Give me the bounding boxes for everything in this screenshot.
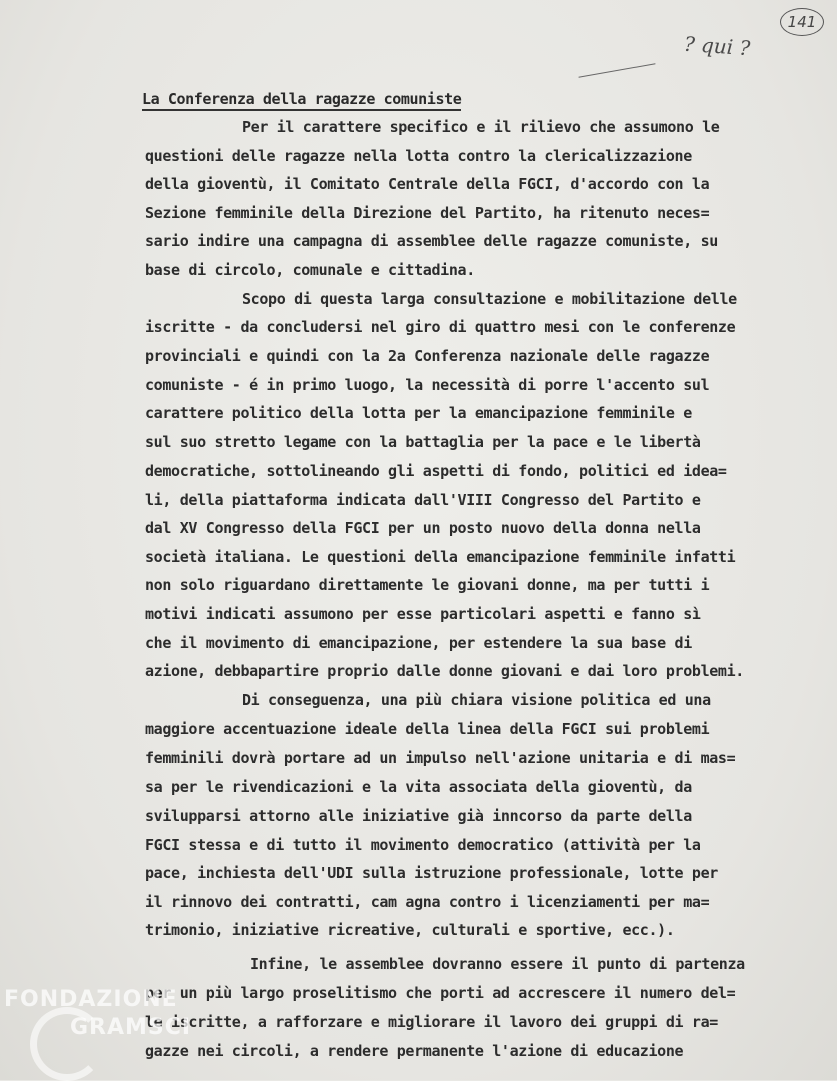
text-line: che il movimento di emancipazione, per estendere la sua base di: [145, 634, 692, 652]
text-line: Sezione femminile della Direzione del Partito, ha ritenuto neces=: [145, 204, 710, 222]
watermark-text-line2: GRAMSCI: [70, 1015, 192, 1040]
document-title: La Conferenza della ragazze comuniste: [142, 90, 461, 111]
text-line: per un più largo proselitismo che porti ad accrescere il numero del=: [145, 984, 736, 1002]
page-number: 141: [780, 8, 824, 36]
handwritten-margin-note: ? qui ?: [683, 31, 752, 61]
text-line: società italiana. Le questioni della emancipazione femminile infatti: [145, 548, 736, 566]
text-line: motivi indicati assumono per esse particolari aspetti e fanno sì: [145, 605, 701, 623]
text-line: sul suo stretto legame con la battaglia per la pace e le libertà: [145, 433, 701, 451]
text-line: trimonio, iniziative ricreative, culturali e sportive, ecc.).: [145, 921, 675, 939]
text-line: sario indire una campagna di assemblee delle ragazze comuniste, su: [145, 232, 718, 250]
text-line: non solo riguardano direttamente le giovani donne, ma per tutti i: [145, 576, 710, 594]
text-line: carattere politico della lotta per la emancipazione femminile e: [145, 404, 692, 422]
pencil-mark: [579, 63, 656, 78]
text-line: comuniste - é in primo luogo, la necessità di porre l'accento sul: [145, 376, 710, 394]
text-line: li, della piattaforma indicata dall'VIII Congresso del Partito e: [145, 491, 701, 509]
text-line: iscritte - da concludersi nel giro di quattro mesi con le conferenze: [145, 318, 736, 336]
text-line: FGCI stessa e di tutto il movimento democratico (attività per la: [145, 836, 701, 854]
text-line: Per il carattere specifico e il rilievo che assumono le: [242, 118, 720, 136]
text-line: sa per le rivendicazioni e la vita associata della gioventù, da: [145, 778, 692, 796]
text-line: della gioventù, il Comitato Centrale della FGCI, d'accordo con la: [145, 175, 710, 193]
text-line: democratiche, sottolineando gli aspetti di fondo, politici ed idea=: [145, 462, 727, 480]
text-line: il rinnovo dei contratti, cam agna contro i licenziamenti per ma=: [145, 893, 710, 911]
text-line: azione, debbapartire proprio dalle donne giovani e dai loro problemi.: [145, 662, 744, 680]
text-line: svilupparsi attorno alle iniziative già inncorso da parte della: [145, 807, 692, 825]
watermark-text-line1: FONDAZIONE: [4, 987, 178, 1012]
text-line: gazze nei circoli, a rendere permanente l'azione di educazione: [145, 1042, 684, 1060]
text-line: Di conseguenza, una più chiara visione politica ed una: [242, 691, 711, 709]
text-line: questioni delle ragazze nella lotta contro la clericalizzazione: [145, 147, 692, 165]
text-line: dal XV Congresso della FGCI per un posto nuovo della donna nella: [145, 519, 701, 537]
text-line: provinciali e quindi con la 2a Conferenza nazionale delle ragazze: [145, 347, 710, 365]
text-line: pace, inchiesta dell'UDI sulla istruzione professionale, lotte per: [145, 864, 718, 882]
text-line: base di circolo, comunale e cittadina.: [145, 261, 475, 279]
watermark-logo: [0, 985, 220, 1080]
text-line: Infine, le assemblee dovranno essere il punto di partenza: [250, 955, 745, 973]
text-line: maggiore accentuazione ideale della linea della FGCI sui problemi: [145, 720, 710, 738]
text-line: femminili dovrà portare ad un impulso nell'azione unitaria e di mas=: [145, 749, 736, 767]
text-line: Scopo di questa larga consultazione e mobilitazione delle: [242, 290, 737, 308]
text-line: le iscritte, a rafforzare e migliorare il lavoro dei gruppi di ra=: [145, 1013, 718, 1031]
